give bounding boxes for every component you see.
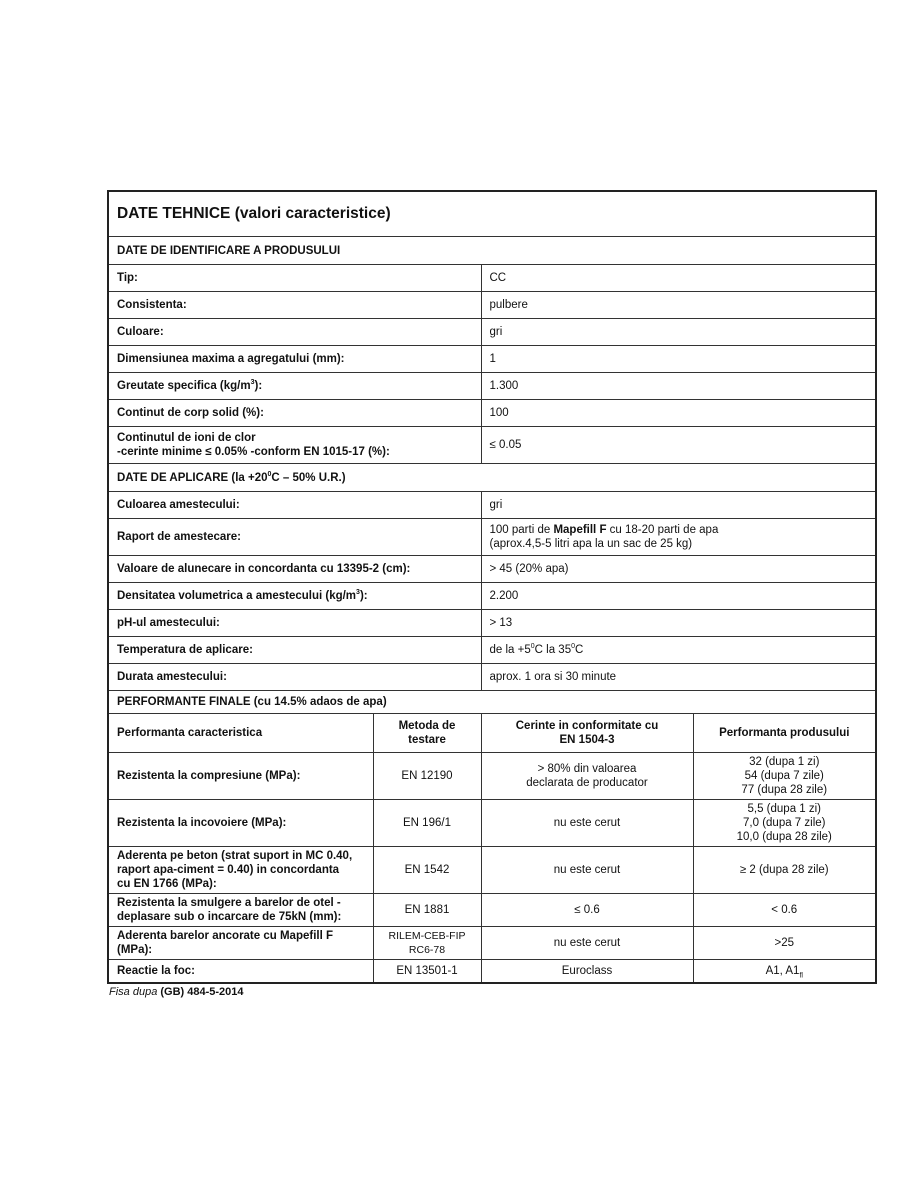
performance-characteristic: [108, 847, 373, 894]
product-performance: [693, 753, 876, 800]
product-name: Mapefill F: [553, 524, 607, 536]
performance-line: 10,0 (dupa 28 zile): [736, 831, 832, 843]
table-row: [108, 960, 876, 984]
value-text: C: [575, 644, 584, 656]
label-line: Continutul de ioni de clor: [117, 432, 256, 444]
row-label: [108, 373, 481, 400]
row-value: > 45 (20% apa): [481, 556, 876, 583]
table-row: [108, 610, 876, 637]
label-line: -cerinte minime ≤ 0.05% -conform EN 1015-17 (%):: [117, 446, 390, 458]
row-value: [481, 519, 876, 556]
table-row: [108, 847, 876, 894]
row-value: CC: [481, 265, 876, 292]
table-row: [108, 427, 876, 464]
table-row: [108, 664, 876, 691]
performance-characteristic: Rezistenta la compresiune (MPa):: [108, 753, 373, 800]
performance-characteristic: Reactie la foc:: [108, 960, 373, 984]
row-value: [481, 637, 876, 664]
superscript: 0: [530, 643, 535, 650]
label-text: Greutate specifica (kg/m: [117, 380, 251, 392]
superscript: 0: [267, 470, 272, 478]
row-value: 1: [481, 346, 876, 373]
method-line: RC6-78: [408, 944, 446, 956]
row-label: Temperatura de aplicare:: [108, 637, 481, 664]
performance-line: 32 (dupa 1 zi): [749, 756, 820, 768]
table-row: [108, 492, 876, 519]
value-text: cu 18-20 parti de apa: [606, 524, 719, 536]
value-line: [490, 523, 868, 537]
characteristic-line: Rezistenta la smulgere a barelor de otel -: [117, 897, 341, 909]
characteristic-line: deplasare sub o incarcare de 75kN (mm):: [117, 911, 342, 923]
requirement: nu este cerut: [481, 800, 693, 847]
column-header: [481, 714, 693, 753]
value-line: (aprox.4,5-5 litri apa la un sac de 25 kg): [489, 538, 693, 550]
table-title: DATE TEHNICE (valori caracteristice): [108, 191, 876, 237]
row-label: Consistenta:: [108, 292, 481, 319]
table-row: [108, 894, 876, 927]
test-method: EN 13501-1: [373, 960, 481, 984]
column-header: [373, 714, 481, 753]
technical-data-sheet: [107, 190, 875, 998]
value-text: de la +5: [489, 644, 531, 656]
row-value: aprox. 1 ora si 30 minute: [481, 664, 876, 691]
value-text: C la 35: [534, 644, 572, 656]
row-value: gri: [481, 492, 876, 519]
row-value: ≤ 0.05: [481, 427, 876, 464]
footnote: [107, 986, 875, 998]
product-performance: [693, 800, 876, 847]
section-heading-performance: PERFORMANTE FINALE (cu 14.5% adaos de apa): [108, 691, 876, 714]
heading-text: DATE DE APLICARE (la +20: [117, 471, 268, 484]
table-row: [108, 346, 876, 373]
table-row: [108, 556, 876, 583]
performance-line: 77 (dupa 28 zile): [741, 784, 828, 796]
row-label: Valoare de alunecare in concordanta cu 13395-2 (cm):: [108, 556, 481, 583]
test-method: EN 196/1: [373, 800, 481, 847]
section-heading-identification: DATE DE IDENTIFICARE A PRODUSULUI: [108, 237, 876, 265]
label-text: ):: [359, 590, 368, 602]
label-text: Densitatea volumetrica a amestecului (kg/m: [117, 590, 357, 602]
characteristic-line: raport apa-ciment = 0.40) in concordanta: [117, 864, 340, 876]
product-performance: < 0.6: [693, 894, 876, 927]
subscript: fl: [799, 972, 803, 980]
superscript: 3: [250, 379, 255, 386]
row-value: 100: [481, 400, 876, 427]
performance-characteristic: Rezistenta la incovoiere (MPa):: [108, 800, 373, 847]
performance-characteristic: [108, 927, 373, 960]
column-header: Performanta caracteristica: [108, 714, 373, 753]
row-label: [108, 583, 481, 610]
performance-line: 5,5 (dupa 1 zi): [747, 803, 822, 815]
footnote-italic: Fisa dupa: [109, 986, 158, 998]
product-performance: >25: [693, 927, 876, 960]
characteristic-line: cu EN 1766 (MPa):: [117, 878, 217, 890]
test-method: EN 1881: [373, 894, 481, 927]
row-label: [108, 427, 481, 464]
performance-line: 7,0 (dupa 7 zile): [743, 817, 826, 829]
performance-characteristic: [108, 894, 373, 927]
superscript: 0: [571, 643, 575, 650]
value-text: 100 parti de: [489, 524, 554, 536]
header-line: Metoda de: [398, 720, 456, 732]
row-value: gri: [481, 319, 876, 346]
column-header: Performanta produsului: [693, 714, 876, 753]
method-line: RILEM-CEB-FIP: [388, 930, 466, 942]
row-value: pulbere: [481, 292, 876, 319]
footnote-code: (GB) 484-5-2014: [160, 986, 244, 998]
superscript: 3: [356, 589, 360, 596]
table-row: [108, 319, 876, 346]
row-value: 1.300: [481, 373, 876, 400]
row-label: Raport de amestecare:: [108, 519, 481, 556]
row-label: pH-ul amestecului:: [108, 610, 481, 637]
requirement: nu este cerut: [481, 927, 693, 960]
test-method: EN 1542: [373, 847, 481, 894]
characteristic-line: Aderenta barelor ancorate cu Mapefill F: [117, 930, 334, 942]
characteristic-line: Aderenta pe beton (strat suport in MC 0.40,: [117, 850, 353, 862]
requirement-line: > 80% din valoarea: [537, 763, 637, 775]
requirement: [481, 753, 693, 800]
row-value: 2.200: [481, 583, 876, 610]
section-heading-application: [108, 464, 876, 492]
product-performance: [693, 960, 876, 984]
label-text: ):: [254, 380, 263, 392]
table-row: [108, 373, 876, 400]
row-label: Dimensiunea maxima a agregatului (mm):: [108, 346, 481, 373]
table-row: [108, 292, 876, 319]
table-row: [108, 637, 876, 664]
table-row: [108, 583, 876, 610]
header-line: Cerinte in conformitate cu: [515, 720, 659, 732]
characteristic-line: (MPa):: [117, 944, 153, 956]
requirement: ≤ 0.6: [481, 894, 693, 927]
row-label: Culoare:: [108, 319, 481, 346]
technical-data-table: [107, 190, 877, 984]
test-method: EN 12190: [373, 753, 481, 800]
performance-line: 54 (dupa 7 zile): [744, 770, 824, 782]
row-value: > 13: [481, 610, 876, 637]
row-label: Tip:: [108, 265, 481, 292]
row-label: Continut de corp solid (%):: [108, 400, 481, 427]
heading-text: C – 50% U.R.): [271, 471, 346, 484]
table-row: [108, 265, 876, 292]
header-line: testare: [408, 734, 446, 746]
test-method: [373, 927, 481, 960]
row-label: Durata amestecului:: [108, 664, 481, 691]
requirement: nu este cerut: [481, 847, 693, 894]
header-line: EN 1504-3: [559, 734, 615, 746]
table-row: [108, 753, 876, 800]
table-row: [108, 927, 876, 960]
table-row: [108, 800, 876, 847]
performance-header-row: [108, 714, 876, 753]
requirement: Euroclass: [481, 960, 693, 984]
requirement-line: declarata de producator: [526, 777, 648, 789]
performance-text: A1, A1: [765, 965, 800, 977]
table-row: [108, 400, 876, 427]
product-performance: ≥ 2 (dupa 28 zile): [693, 847, 876, 894]
table-row: [108, 519, 876, 556]
row-label: Culoarea amestecului:: [108, 492, 481, 519]
